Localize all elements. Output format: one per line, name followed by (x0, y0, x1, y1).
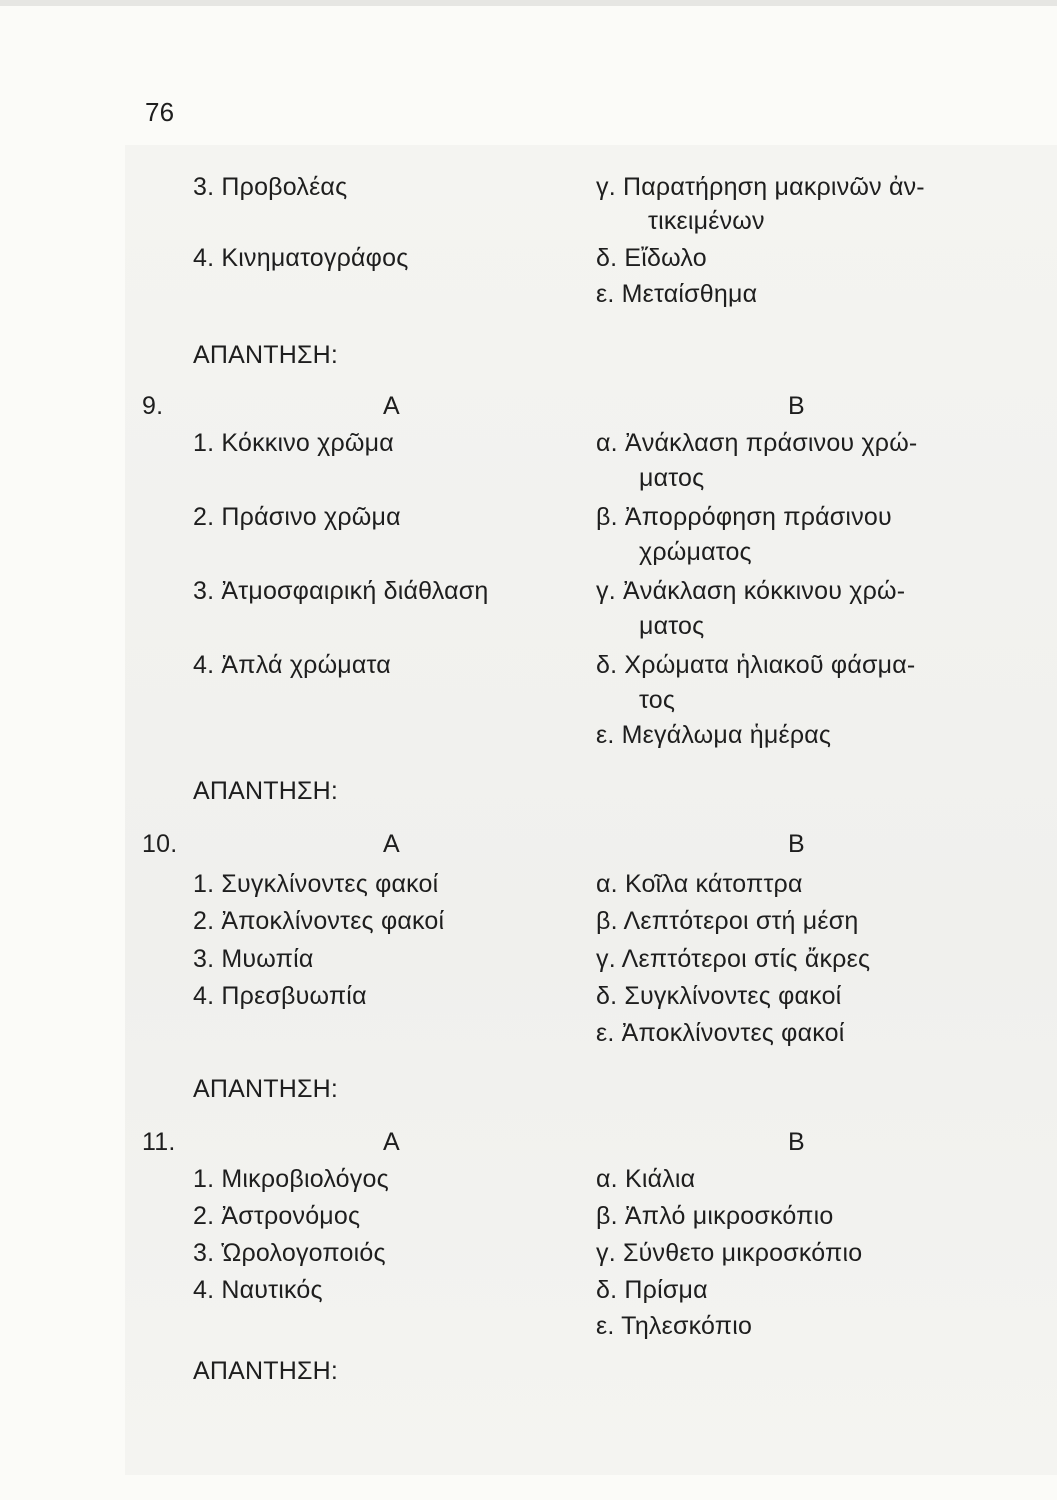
q8-right-item-d: δ. Εἴδωλο (596, 244, 707, 272)
q9-right-item-c: γ. Ἀνάκλαση κόκκινου χρώ- (596, 577, 906, 605)
q11-left-item-1: 1. Μικροβιολόγος (193, 1165, 389, 1193)
q10-right-item-a: α. Κοῖλα κάτοπτρα (596, 870, 803, 898)
q9-right-item-b: β. Ἀπορρόφηση πράσινου (596, 503, 892, 531)
q10-right-item-c: γ. Λεπτότεροι στίς ἄκρες (596, 945, 871, 973)
q9-right-item-e: ε. Μεγάλωμα ἡμέρας (596, 721, 832, 749)
q10-right-item-b: β. Λεπτότεροι στή μέση (596, 907, 859, 935)
q9-left-item-2: 2. Πράσινο χρῶμα (193, 503, 401, 531)
q11-column-b-header: Β (788, 1128, 805, 1156)
q9-right-item-c-cont: ματος (639, 612, 705, 640)
q11-right-item-d: δ. Πρίσμα (596, 1276, 708, 1304)
page-number: 76 (145, 97, 175, 127)
q10-number: 10. (142, 830, 178, 858)
q9-column-a-header: Α (383, 392, 400, 420)
q8-left-item-3: 3. Προβολέας (193, 173, 348, 201)
q9-right-item-a-cont: ματος (639, 464, 705, 492)
q10-column-a-header: Α (383, 830, 400, 858)
q9-right-item-d: δ. Χρώματα ἡλιακοῦ φάσμα- (596, 651, 916, 679)
q8-right-item-c-cont: τικειμένων (648, 207, 765, 235)
q9-right-item-d-cont: τος (639, 686, 676, 714)
q11-left-item-3: 3. Ὡρολογοποιός (193, 1239, 386, 1267)
q9-number: 9. (142, 392, 164, 420)
q10-left-item-4: 4. Πρεσβυωπία (193, 982, 367, 1010)
q11-right-item-c: γ. Σύνθετο μικροσκόπιο (596, 1239, 863, 1267)
q9-right-item-b-cont: χρώματος (639, 538, 752, 566)
q11-left-item-2: 2. Ἀστρονόμος (193, 1202, 361, 1230)
page-top-edge (0, 0, 1057, 6)
q9-right-item-a: α. Ἀνάκλαση πράσινου χρώ- (596, 429, 918, 457)
q11-right-item-e: ε. Τηλεσκόπιο (596, 1312, 753, 1340)
q11-column-a-header: Α (383, 1128, 400, 1156)
q10-left-item-1: 1. Συγκλίνοντες φακοί (193, 870, 439, 898)
q8-answer-label: ΑΠΑΝΤΗΣΗ: (193, 341, 339, 369)
q8-left-item-4: 4. Κινηματογράφος (193, 244, 409, 272)
q11-answer-label: ΑΠΑΝΤΗΣΗ: (193, 1357, 339, 1385)
q10-left-item-2: 2. Ἀποκλίνοντες φακοί (193, 907, 445, 935)
q9-column-b-header: Β (788, 392, 805, 420)
q10-answer-label: ΑΠΑΝΤΗΣΗ: (193, 1075, 339, 1103)
q10-right-item-d: δ. Συγκλίνοντες φακοί (596, 982, 842, 1010)
q11-left-item-4: 4. Ναυτικός (193, 1276, 323, 1304)
q10-left-item-3: 3. Μυωπία (193, 945, 314, 973)
q9-answer-label: ΑΠΑΝΤΗΣΗ: (193, 777, 339, 805)
q9-left-item-4: 4. Ἁπλά χρώματα (193, 651, 391, 679)
q11-right-item-b: β. Ἁπλό μικροσκόπιο (596, 1202, 834, 1230)
q8-right-item-e: ε. Μεταίσθημα (596, 280, 758, 308)
q11-right-item-a: α. Κιάλια (596, 1165, 696, 1193)
q9-left-item-1: 1. Κόκκινο χρῶμα (193, 429, 394, 457)
q10-right-item-e: ε. Ἀποκλίνοντες φακοί (596, 1019, 845, 1047)
q9-left-item-3: 3. Ἀτμοσφαιρική διάθλαση (193, 577, 489, 605)
q8-right-item-c: γ. Παρατήρηση μακρινῶν ἀν- (596, 173, 925, 201)
q11-number: 11. (142, 1128, 176, 1156)
q10-column-b-header: Β (788, 830, 805, 858)
